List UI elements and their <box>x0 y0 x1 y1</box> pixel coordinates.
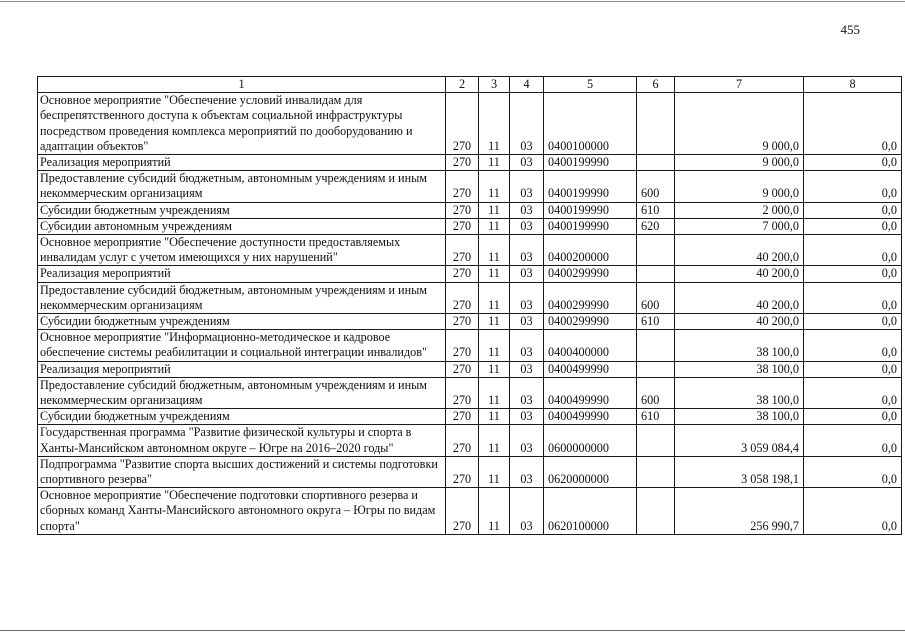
subsection-cell: 03 <box>510 202 544 218</box>
amount-second-cell: 0,0 <box>804 361 902 377</box>
section-cell: 11 <box>479 377 510 408</box>
column-header-7: 7 <box>675 77 804 93</box>
amount-cell: 2 000,0 <box>675 202 804 218</box>
amount-second-cell: 0,0 <box>804 155 902 171</box>
section-cell: 11 <box>479 235 510 266</box>
amount-second-cell: 0,0 <box>804 330 902 361</box>
amount-cell: 3 059 084,4 <box>675 425 804 456</box>
amount-second-cell: 0,0 <box>804 266 902 282</box>
table-row <box>38 235 902 266</box>
subsection-cell: 03 <box>510 488 544 535</box>
expense-type-cell <box>637 155 675 171</box>
name-cell: Реализация мероприятий <box>38 155 446 171</box>
target-article-cell: 0620000000 <box>544 456 637 487</box>
ministry-code-cell: 270 <box>446 361 479 377</box>
ministry-code-cell: 270 <box>446 171 479 202</box>
target-article-cell: 0400499990 <box>544 361 637 377</box>
name-cell: Субсидии бюджетным учреждениям <box>38 409 446 425</box>
table-row <box>38 361 902 377</box>
amount-second-cell: 0,0 <box>804 235 902 266</box>
name-cell: Предоставление субсидий бюджетным, автономным учреждениям и иным некоммерческим организациям <box>38 377 446 408</box>
amount-cell: 40 200,0 <box>675 235 804 266</box>
subsection-cell: 03 <box>510 218 544 234</box>
table-row <box>38 93 902 155</box>
section-cell: 11 <box>479 155 510 171</box>
subsection-cell: 03 <box>510 93 544 155</box>
page-number: 455 <box>840 22 860 37</box>
section-cell: 11 <box>479 409 510 425</box>
subsection-cell: 03 <box>510 171 544 202</box>
column-header-6: 6 <box>637 77 675 93</box>
amount-cell: 40 200,0 <box>675 314 804 330</box>
amount-second-cell: 0,0 <box>804 282 902 313</box>
scan-bottom-edge <box>0 630 905 631</box>
subsection-cell: 03 <box>510 361 544 377</box>
table-row <box>38 314 902 330</box>
amount-cell: 9 000,0 <box>675 155 804 171</box>
name-cell: Субсидии бюджетным учреждениям <box>38 314 446 330</box>
section-cell: 11 <box>479 171 510 202</box>
amount-second-cell: 0,0 <box>804 314 902 330</box>
ministry-code-cell: 270 <box>446 235 479 266</box>
section-cell: 11 <box>479 266 510 282</box>
table-row <box>38 425 902 456</box>
name-cell: Субсидии бюджетным учреждениям <box>38 202 446 218</box>
amount-cell: 7 000,0 <box>675 218 804 234</box>
amount-second-cell: 0,0 <box>804 218 902 234</box>
subsection-cell: 03 <box>510 235 544 266</box>
target-article-cell: 0400299990 <box>544 266 637 282</box>
expense-type-cell: 600 <box>637 282 675 313</box>
table-row <box>38 266 902 282</box>
amount-cell: 38 100,0 <box>675 377 804 408</box>
expense-type-cell: 610 <box>637 314 675 330</box>
ministry-code-cell: 270 <box>446 377 479 408</box>
name-cell: Реализация мероприятий <box>38 266 446 282</box>
expense-type-cell <box>637 330 675 361</box>
expense-type-cell: 610 <box>637 409 675 425</box>
subsection-cell: 03 <box>510 314 544 330</box>
name-cell: Предоставление субсидий бюджетным, автономным учреждениям и иным некоммерческим организациям <box>38 282 446 313</box>
subsection-cell: 03 <box>510 155 544 171</box>
target-article-cell: 0400299990 <box>544 282 637 313</box>
expense-type-cell <box>637 488 675 535</box>
amount-second-cell: 0,0 <box>804 171 902 202</box>
amount-second-cell: 0,0 <box>804 202 902 218</box>
column-header-3: 3 <box>479 77 510 93</box>
section-cell: 11 <box>479 218 510 234</box>
amount-second-cell: 0,0 <box>804 488 902 535</box>
table-row <box>38 330 902 361</box>
table-row <box>38 202 902 218</box>
target-article-cell: 0620100000 <box>544 488 637 535</box>
target-article-cell: 0400200000 <box>544 235 637 266</box>
target-article-cell: 0400299990 <box>544 314 637 330</box>
expense-type-cell <box>637 456 675 487</box>
amount-cell: 3 058 198,1 <box>675 456 804 487</box>
subsection-cell: 03 <box>510 456 544 487</box>
subsection-cell: 03 <box>510 330 544 361</box>
target-article-cell: 0400499990 <box>544 409 637 425</box>
table-row <box>38 377 902 408</box>
amount-cell: 38 100,0 <box>675 330 804 361</box>
amount-cell: 40 200,0 <box>675 266 804 282</box>
name-cell: Основное мероприятие "Информационно-методическое и кадровое обеспечение системы реабилитации и социальной интеграции инвалидов" <box>38 330 446 361</box>
ministry-code-cell: 270 <box>446 155 479 171</box>
target-article-cell: 0400199990 <box>544 218 637 234</box>
expense-type-cell: 610 <box>637 202 675 218</box>
section-cell: 11 <box>479 314 510 330</box>
column-header-4: 4 <box>510 77 544 93</box>
ministry-code-cell: 270 <box>446 488 479 535</box>
amount-second-cell: 0,0 <box>804 409 902 425</box>
target-article-cell: 0600000000 <box>544 425 637 456</box>
ministry-code-cell: 270 <box>446 409 479 425</box>
ministry-code-cell: 270 <box>446 425 479 456</box>
table-row <box>38 155 902 171</box>
amount-cell: 40 200,0 <box>675 282 804 313</box>
ministry-code-cell: 270 <box>446 330 479 361</box>
expense-type-cell <box>637 361 675 377</box>
amount-second-cell: 0,0 <box>804 377 902 408</box>
target-article-cell: 0400199990 <box>544 155 637 171</box>
section-cell: 11 <box>479 93 510 155</box>
amount-second-cell: 0,0 <box>804 425 902 456</box>
target-article-cell: 0400199990 <box>544 171 637 202</box>
section-cell: 11 <box>479 361 510 377</box>
section-cell: 11 <box>479 456 510 487</box>
section-cell: 11 <box>479 488 510 535</box>
name-cell: Основное мероприятие "Обеспечение условий инвалидам для беспрепятственного доступа к объектам социальной инфраструктуры посредством проведения комплекса мероприятий по дооборудованию и адаптации объектов" <box>38 93 446 155</box>
expense-type-cell <box>637 235 675 266</box>
column-header-2: 2 <box>446 77 479 93</box>
section-cell: 11 <box>479 282 510 313</box>
column-header-5: 5 <box>544 77 637 93</box>
table-row <box>38 488 902 535</box>
table-row <box>38 456 902 487</box>
table-row <box>38 282 902 313</box>
ministry-code-cell: 270 <box>446 314 479 330</box>
ministry-code-cell: 270 <box>446 202 479 218</box>
amount-second-cell: 0,0 <box>804 93 902 155</box>
target-article-cell: 0400199990 <box>544 202 637 218</box>
ministry-code-cell: 270 <box>446 456 479 487</box>
subsection-cell: 03 <box>510 377 544 408</box>
subsection-cell: 03 <box>510 409 544 425</box>
section-cell: 11 <box>479 425 510 456</box>
target-article-cell: 0400499990 <box>544 377 637 408</box>
subsection-cell: 03 <box>510 266 544 282</box>
name-cell: Субсидии автономным учреждениям <box>38 218 446 234</box>
ministry-code-cell: 270 <box>446 218 479 234</box>
name-cell: Основное мероприятие "Обеспечение подготовки спортивного резерва и сборных команд Ханты-Мансийского автономного округа – Югры по видам спорта" <box>38 488 446 535</box>
name-cell: Основное мероприятие "Обеспечение доступности предоставляемых инвалидам услуг с учетом имеющихся у них нарушений" <box>38 235 446 266</box>
header-row <box>38 77 902 93</box>
ministry-code-cell: 270 <box>446 93 479 155</box>
table-body <box>38 93 902 535</box>
expense-type-cell: 600 <box>637 171 675 202</box>
scan-top-edge <box>0 1 905 2</box>
amount-cell: 256 990,7 <box>675 488 804 535</box>
column-header-1: 1 <box>38 77 446 93</box>
target-article-cell: 0400100000 <box>544 93 637 155</box>
amount-cell: 38 100,0 <box>675 409 804 425</box>
budget-table <box>37 76 902 535</box>
expense-type-cell <box>637 266 675 282</box>
section-cell: 11 <box>479 202 510 218</box>
table-row <box>38 409 902 425</box>
target-article-cell: 0400400000 <box>544 330 637 361</box>
amount-cell: 9 000,0 <box>675 93 804 155</box>
table-row <box>38 218 902 234</box>
amount-cell: 9 000,0 <box>675 171 804 202</box>
table-row <box>38 171 902 202</box>
ministry-code-cell: 270 <box>446 266 479 282</box>
subsection-cell: 03 <box>510 282 544 313</box>
section-cell: 11 <box>479 330 510 361</box>
subsection-cell: 03 <box>510 425 544 456</box>
name-cell: Подпрограмма "Развитие спорта высших достижений и системы подготовки спортивного резерва" <box>38 456 446 487</box>
name-cell: Реализация мероприятий <box>38 361 446 377</box>
expense-type-cell <box>637 93 675 155</box>
column-header-8: 8 <box>804 77 902 93</box>
amount-cell: 38 100,0 <box>675 361 804 377</box>
amount-second-cell: 0,0 <box>804 456 902 487</box>
expense-type-cell: 600 <box>637 377 675 408</box>
ministry-code-cell: 270 <box>446 282 479 313</box>
name-cell: Государственная программа "Развитие физической культуры и спорта в Ханты-Мансийском автономном округе – Югре на 2016–2020 годы" <box>38 425 446 456</box>
name-cell: Предоставление субсидий бюджетным, автономным учреждениям и иным некоммерческим организациям <box>38 171 446 202</box>
expense-type-cell <box>637 425 675 456</box>
expense-type-cell: 620 <box>637 218 675 234</box>
